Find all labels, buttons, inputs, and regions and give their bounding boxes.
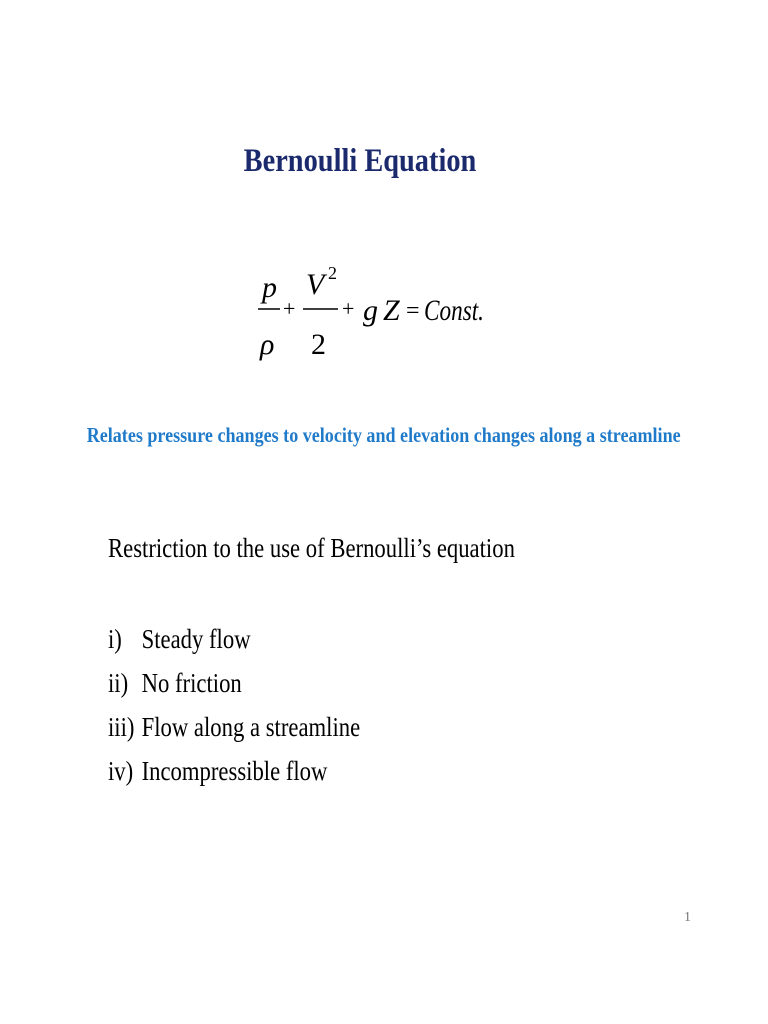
eq-plus-1: + xyxy=(283,296,296,321)
list-item-number: ii) xyxy=(108,668,129,698)
list-item xyxy=(108,753,360,797)
list-item-text: Flow along a streamline xyxy=(141,712,361,742)
list-item-text: No friction xyxy=(141,668,242,698)
list-item-text: Incompressible flow xyxy=(141,756,328,786)
list-item-number: iv) xyxy=(108,756,134,786)
page-number: 1 xyxy=(684,910,691,925)
equation-graphic xyxy=(252,262,532,372)
eq-velocity-exponent: 2 xyxy=(328,263,337,283)
slide-subtitle: Relates pressure changes to velocity and elevation changes along a streamline xyxy=(86,423,681,447)
restriction-list xyxy=(108,621,360,797)
eq-constant: Const. xyxy=(424,294,484,327)
eq-velocity: V xyxy=(306,268,325,301)
eq-two: 2 xyxy=(311,328,326,361)
eq-plus-2: + xyxy=(342,296,355,321)
list-item xyxy=(108,709,360,753)
eq-elevation: Z xyxy=(383,294,400,327)
list-item-number: i) xyxy=(108,624,122,654)
eq-gravity: g xyxy=(363,294,378,327)
slide-title: Bernoulli Equation xyxy=(243,143,477,179)
list-item xyxy=(108,621,360,665)
eq-pressure: p xyxy=(262,271,277,304)
eq-equals: = xyxy=(406,298,420,324)
bernoulli-equation xyxy=(252,262,532,372)
list-item-number: iii) xyxy=(108,712,135,742)
restriction-heading: Restriction to the use of Bernoulli’s equation xyxy=(108,533,515,563)
eq-density: ρ xyxy=(260,328,275,361)
list-item xyxy=(108,665,360,709)
list-item-text: Steady flow xyxy=(141,624,251,654)
